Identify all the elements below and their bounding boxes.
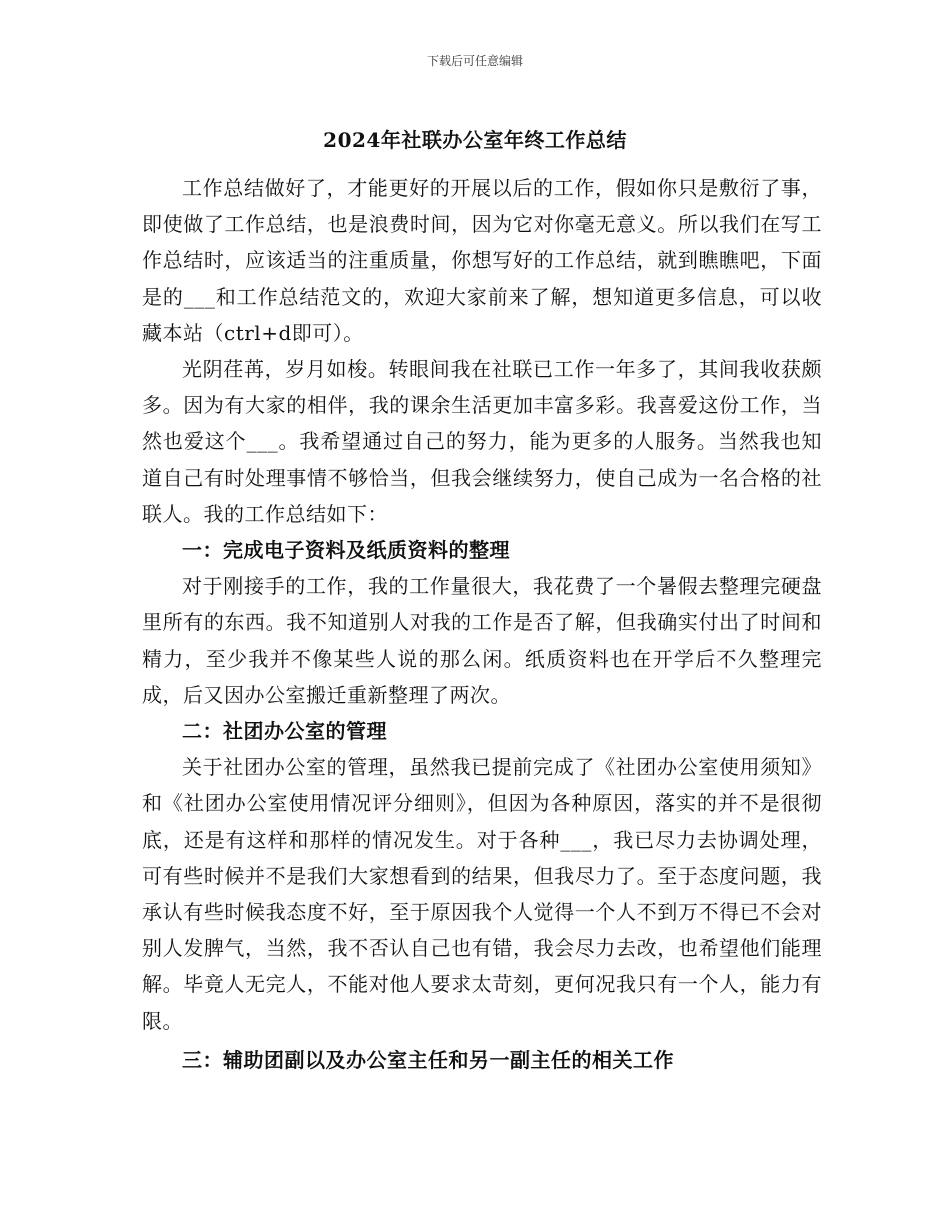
section3-heading: 三：辅助团副以及办公室主任和另一副主任的相关工作 bbox=[182, 1047, 674, 1072]
section2-paragraph: 关于社团办公室的管理，虽然我已提前完成了《社团办公室使用须知》和《社团办公室使用情况评分细则》，但因为各种原因，落实的并不是很彻底，还是有这样和那样的情况发生。对于各种___，我已尽力去协调处理，可有些时候并不是我们大家想看到的结果，但我尽力了。至于态度问题，我承认有些时候我态度不好，至于原因我个人觉得一个人不到万不得已不会对别人发脾气，当然，我不否认自己也有错，我会尽力去改，也希望他们能理解。毕竟人无完人，不能对他人要求太苛刻，更何况我只有一个人，能力有限。 bbox=[142, 755, 822, 1033]
document-body bbox=[142, 170, 822, 1078]
header-note: 下载后可任意编辑 bbox=[426, 54, 523, 68]
document-title: 2024年社联办公室年终工作总结 bbox=[323, 128, 627, 152]
section2-heading: 二：社团办公室的管理 bbox=[182, 719, 387, 744]
opening-paragraph: 光阴荏苒，岁月如梭。转眼间我在社联已工作一年多了，其间我收获颇多。因为有大家的相伴，我的课余生活更加丰富多彩。我喜爱这份工作，当然也爱这个___。我希望通过自己的努力，能为更多的人服务。当然我也知道自己有时处理事情不够恰当，但我会继续努力，使自己成为一名合格的社联人。我的工作总结如下： bbox=[142, 357, 822, 526]
section1-heading: 一：完成电子资料及纸质资料的整理 bbox=[182, 538, 510, 563]
intro-paragraph: 工作总结做好了，才能更好的开展以后的工作，假如你只是敷衍了事，即使做了工作总结，也是浪费时间，因为它对你毫无意义。所以我们在写工作总结时，应该适当的注重质量，你想写好的工作总结，就到瞧瞧吧，下面是的___和工作总结范文的，欢迎大家前来了解，想知道更多信息，可以收藏本站（ctrl+d即可）。 bbox=[142, 176, 822, 345]
section1-paragraph: 对于刚接手的工作，我的工作量很大，我花费了一个暑假去整理完硬盘里所有的东西。我不知道别人对我的工作是否了解，但我确实付出了时间和精力，至少我并不像某些人说的那么闲。纸质资料也在开学后不久整理完成，后又因办公室搬迁重新整理了两次。 bbox=[142, 574, 822, 707]
